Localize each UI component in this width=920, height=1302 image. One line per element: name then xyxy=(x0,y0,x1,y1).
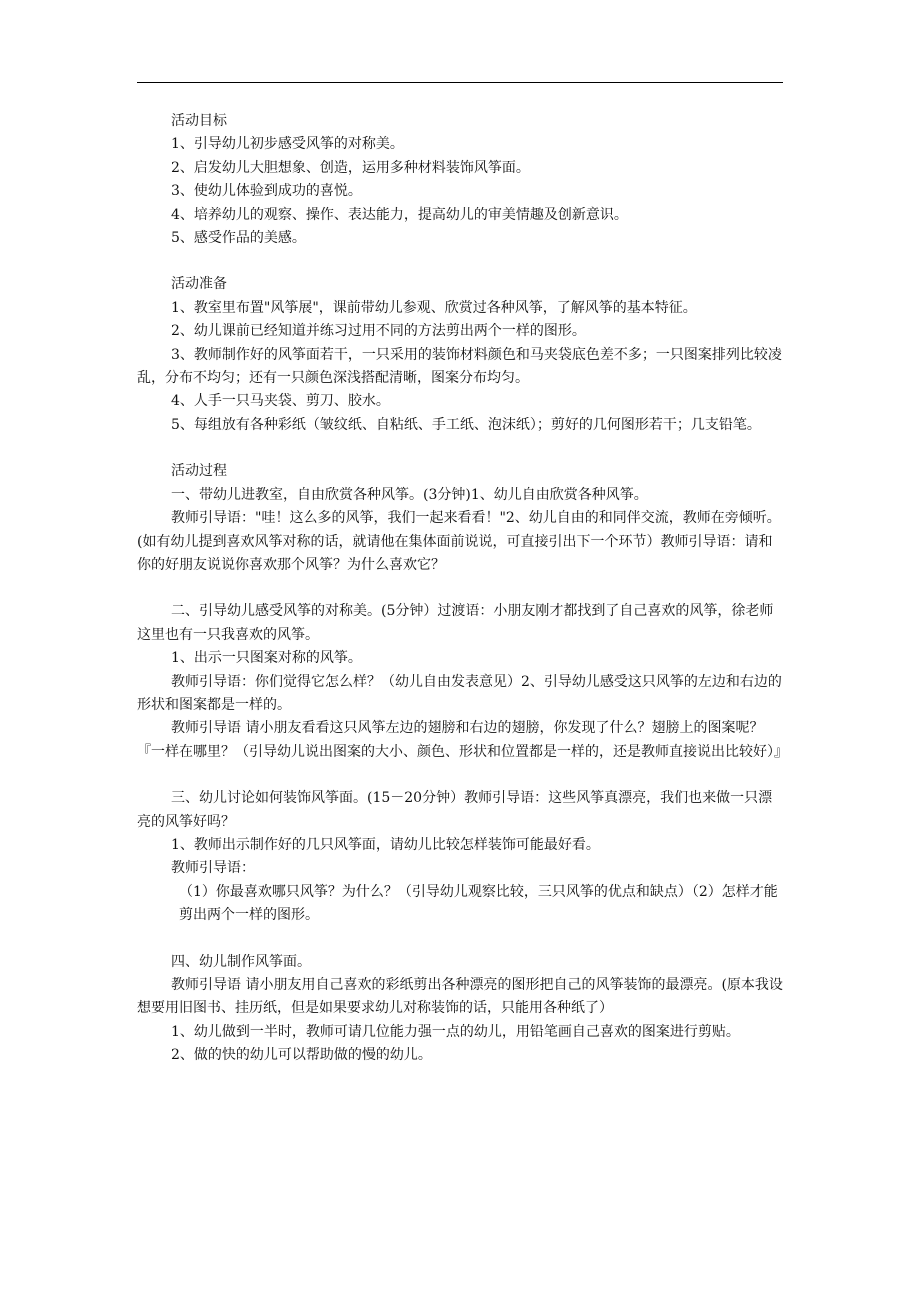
paragraph: 教师引导语： xyxy=(171,860,255,877)
paragraph: 1、出示一只图案对称的风筝。 xyxy=(171,650,362,667)
section-title: 活动准备 xyxy=(171,276,227,293)
paragraph: 3、教师制作好的风筝面若干，一只采用的装饰材料颜色和马夹袋底色差不多；一只图案排列比较凌乱，分布不均匀；还有一只颜色深浅搭配清晰，图案分布均匀。 xyxy=(137,346,782,387)
paragraph: 2、启发幼儿大胆想象、创造，运用多种材料装饰风筝面。 xyxy=(171,159,530,176)
paragraph: 5、每组放有各种彩纸（皱纹纸、自粘纸、手工纸、泡沫纸）；剪好的几何图形若干；几支铅笔。 xyxy=(171,416,761,433)
paragraph: 2、做的快的幼儿可以帮助做的慢的幼儿。 xyxy=(171,1047,432,1064)
section-goals xyxy=(137,110,783,250)
paragraph: 教师引导语 请小朋友看看这只风筝左边的翅膀和右边的翅膀，你发现了什么？翅膀上的图案呢？『一样在哪里？（引导幼儿说出图案的大小、颜色、形状和位置都是一样的，还是教师直接说出比较好）』 xyxy=(137,720,788,760)
paragraph: 4、人手一只马夹袋、剪刀、胶水。 xyxy=(171,393,390,410)
paragraph: 4、培养幼儿的观察、操作、表达能力，提高幼儿的审美情趣及创新意识。 xyxy=(171,206,628,223)
paragraph: 一、带幼儿进教室，自由欣赏各种风筝。(3分钟)1、幼儿自由欣赏各种风筝。 xyxy=(171,486,648,503)
paragraph: 四、幼儿制作风筝面。 xyxy=(171,953,311,970)
paragraph: 三、幼儿讨论如何装饰风筝面。(15－20分钟）教师引导语：这些风筝真漂亮，我们也来做一只漂亮的风筝好吗？ xyxy=(137,790,773,830)
paragraph: 2、幼儿课前已经知道并练习过用不同的方法剪出两个一样的图形。 xyxy=(171,323,586,340)
section-title: 活动过程 xyxy=(171,463,227,480)
paragraph: 3、使幼儿体验到成功的喜悦。 xyxy=(171,183,362,200)
section-step-three xyxy=(137,787,783,927)
section-process xyxy=(137,460,783,577)
section-preparation xyxy=(137,273,783,437)
paragraph: 教师引导语 请小朋友用自己喜欢的彩纸剪出各种漂亮的图形把自己的风筝装饰的最漂亮。(原本我设想要用旧图书、挂历纸，但是如果要求幼儿对称装饰的话，只能用各种纸了） xyxy=(137,977,783,1017)
header-rule xyxy=(137,82,783,83)
paragraph: 5、感受作品的美感。 xyxy=(171,230,306,247)
paragraph: 教师引导语："哇！这么多的风筝，我们一起来看看！"2、幼儿自由的和同伴交流，教师在旁倾听。(如有幼儿提到喜欢风筝对称的话，就请他在集体面前说说，可直接引出下一个环节）教师引导语：请和你的好朋友说说你喜欢那个风筝？为什么喜欢它？ xyxy=(137,510,781,573)
document-body xyxy=(137,110,788,1068)
section-step-four xyxy=(137,951,783,1068)
paragraph: 1、教师出示制作好的几只风筝面，请幼儿比较怎样装饰可能最好看。 xyxy=(171,836,600,853)
paragraph: 1、幼儿做到一半时，教师可请几位能力强一点的幼儿，用铅笔画自己喜欢的图案进行剪贴。 xyxy=(171,1023,740,1040)
paragraph: 1、教室里布置"风筝展"，课前带幼儿参观、欣赏过各种风筝，了解风筝的基本特征。 xyxy=(171,299,697,316)
paragraph: 教师引导语：你们觉得它怎么样？（幼儿自由发表意见）2、引导幼儿感受这只风筝的左边和右边的形状和图案都是一样的。 xyxy=(137,673,782,713)
paragraph: 二、引导幼儿感受风筝的对称美。(5分钟）过渡语：小朋友刚才都找到了自己喜欢的风筝，徐老师这里也有一只我喜欢的风筝。 xyxy=(137,603,774,643)
paragraph: 1、引导幼儿初步感受风筝的对称美。 xyxy=(171,136,404,153)
paragraph: （1）你最喜欢哪只风筝？为什么？（引导幼儿观察比较，三只风筝的优点和缺点）（2）怎样才能剪出两个一样的图形。 xyxy=(179,883,778,924)
section-step-two xyxy=(137,600,788,764)
section-title: 活动目标 xyxy=(171,113,227,129)
